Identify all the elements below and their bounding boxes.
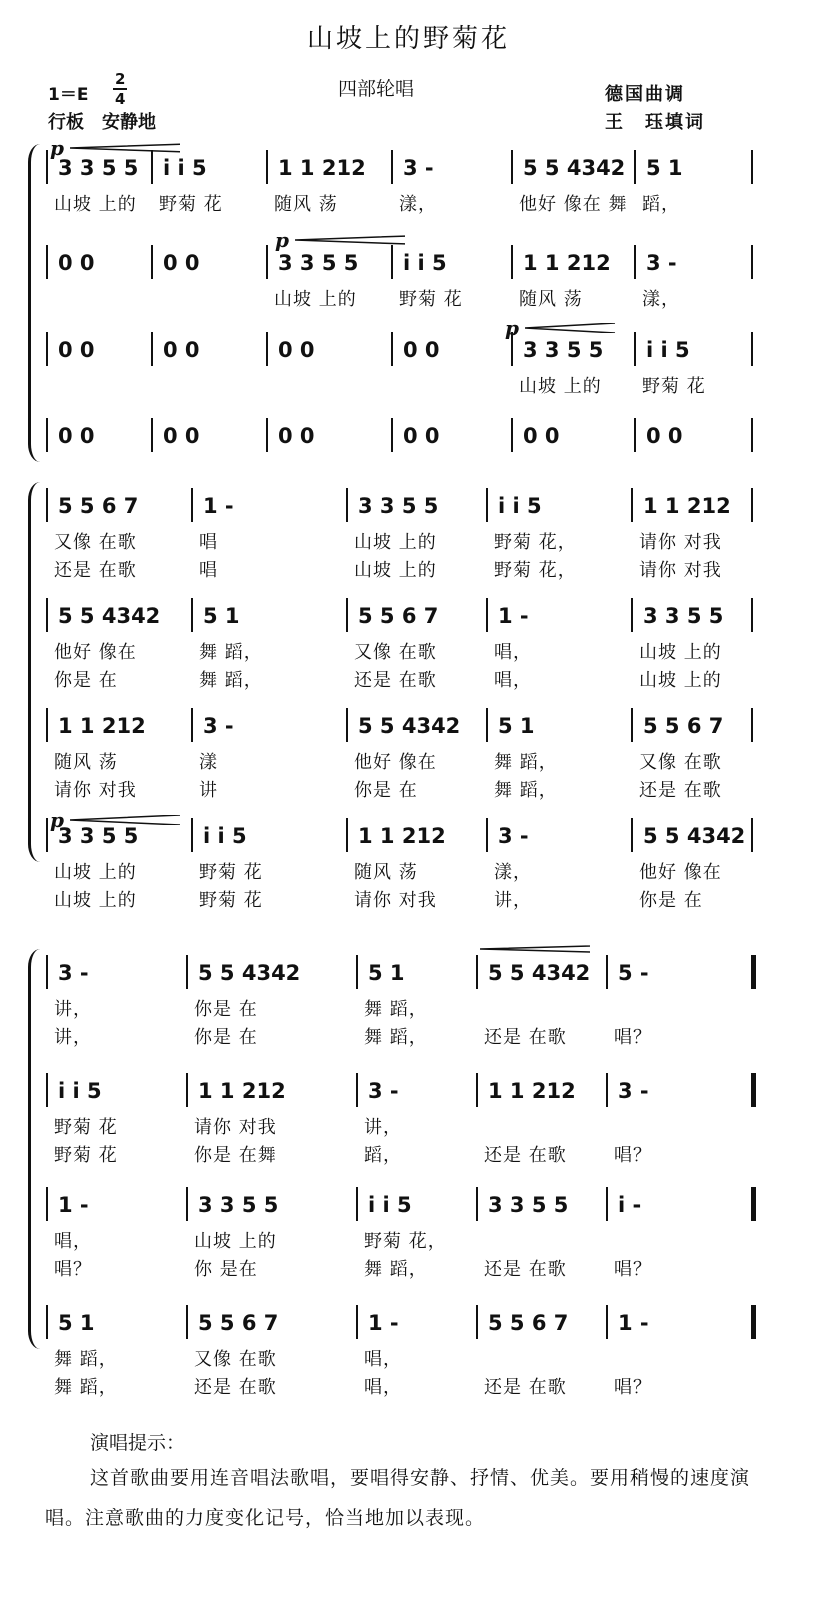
- measure-notes: 0 0: [523, 424, 560, 448]
- barline: [486, 488, 488, 522]
- barline: [266, 150, 268, 184]
- lyric-syllables: 他好 像在: [354, 752, 437, 773]
- measure-notes: 5 5 4342: [358, 714, 461, 738]
- lyric-syllables: 唱？: [54, 1259, 92, 1280]
- barline: [751, 418, 753, 452]
- notation-line: [46, 1073, 748, 1107]
- lyric-syllables: 漾，: [494, 862, 532, 883]
- system-bracket: [28, 144, 45, 462]
- barline: [751, 598, 753, 632]
- measure-notes: 1 1 212: [58, 714, 146, 738]
- measure-notes: 3 3 5 5: [488, 1193, 569, 1217]
- lyric-syllables: 野菊 花: [399, 289, 463, 310]
- lyric-line-1: [46, 858, 748, 883]
- barline: [631, 708, 633, 742]
- lyric-syllables: 野菊 花: [54, 1145, 118, 1166]
- crescendo-hairpin: [70, 815, 180, 825]
- measure-notes: i i 5: [646, 338, 690, 362]
- measure-notes: 5 1: [368, 961, 405, 985]
- lyric-syllables: 讲，: [364, 1117, 402, 1138]
- lyric-syllables: 舞 蹈，: [364, 1027, 428, 1048]
- lyric-syllables: 还是 在歌: [194, 1377, 277, 1398]
- dynamic-piano-mark: p: [50, 808, 64, 832]
- performance-tips-heading: 演唱提示：: [90, 1432, 186, 1454]
- lyric-syllables: 他好 像在 舞: [519, 194, 628, 215]
- notation-line: [46, 488, 748, 522]
- barline: [606, 1187, 608, 1221]
- lyric-syllables: 讲，: [54, 1027, 92, 1048]
- lyric-line-1: [46, 1345, 748, 1370]
- barline: [634, 418, 636, 452]
- barline: [634, 150, 636, 184]
- barline: [476, 1187, 478, 1221]
- final-barline: [751, 1187, 756, 1221]
- lyric-line-2: [46, 1255, 748, 1280]
- lyric-line-2: [46, 776, 748, 801]
- barline: [46, 598, 48, 632]
- crescendo-hairpin: [70, 143, 180, 153]
- time-signature-bottom: 4: [115, 90, 126, 108]
- barline: [391, 332, 393, 366]
- measure-notes: 3 -: [403, 156, 434, 180]
- barline: [751, 332, 753, 366]
- measure-notes: 5 5 6 7: [198, 1311, 279, 1335]
- measure-notes: 1 1 212: [278, 156, 366, 180]
- measure-notes: 1 1 212: [198, 1079, 286, 1103]
- lyric-syllables: 舞 蹈，: [54, 1377, 118, 1398]
- measure-notes: i i 5: [498, 494, 542, 518]
- lyric-line-1: [46, 285, 748, 310]
- measure-notes: 3 -: [368, 1079, 399, 1103]
- lyric-syllables: 随风 荡: [354, 862, 418, 883]
- barline: [511, 245, 513, 279]
- lyric-syllables: 你是 在: [639, 890, 703, 911]
- notation-line: [46, 245, 748, 279]
- lyric-line-1: [46, 748, 748, 773]
- lyric-syllables: 舞 蹈，: [199, 642, 263, 663]
- measure-notes: 5 5 4342: [198, 961, 301, 985]
- final-barline: [751, 955, 756, 989]
- lyric-line-2: [46, 666, 748, 691]
- barline: [46, 708, 48, 742]
- barline: [46, 955, 48, 989]
- barline: [46, 245, 48, 279]
- barline: [191, 708, 193, 742]
- crescendo-hairpin: [525, 323, 635, 333]
- measure-notes: 1 -: [618, 1311, 649, 1335]
- lyric-line-1: [46, 1113, 748, 1138]
- final-barline: [751, 1073, 756, 1107]
- barline: [46, 1073, 48, 1107]
- lyric-line-2: [46, 886, 748, 911]
- lyric-syllables: 漾: [199, 752, 218, 773]
- measure-notes: 5 5 4342: [643, 824, 746, 848]
- lyric-syllables: 舞 蹈，: [364, 999, 428, 1020]
- measure-notes: i i 5: [58, 1079, 102, 1103]
- lyric-line-2: [46, 1373, 748, 1398]
- lyric-syllables: 舞 蹈，: [199, 670, 263, 691]
- dynamic-piano-mark: p: [505, 316, 519, 340]
- lyric-syllables: 随风 荡: [519, 289, 583, 310]
- lyric-syllables: 唱？: [614, 1145, 652, 1166]
- lyric-syllables: 又像 在歌: [54, 532, 137, 553]
- barline: [46, 1187, 48, 1221]
- lyric-syllables: 还是 在歌: [54, 560, 137, 581]
- measure-notes: i i 5: [403, 251, 447, 275]
- measure-notes: 1 -: [498, 604, 529, 628]
- lyric-syllables: 又像 在歌: [354, 642, 437, 663]
- lyric-syllables: 你是 在舞: [194, 1145, 277, 1166]
- lyric-line-1: [46, 190, 748, 215]
- measure-notes: 5 1: [498, 714, 535, 738]
- barline: [634, 245, 636, 279]
- measure-notes: 5 5 4342: [488, 961, 591, 985]
- measure-notes: 5 1: [646, 156, 683, 180]
- lyric-syllables: 还是 在歌: [354, 670, 437, 691]
- measure-notes: 0 0: [163, 251, 200, 275]
- lyric-syllables: 山坡 上的: [639, 670, 722, 691]
- measure-notes: 0 0: [278, 338, 315, 362]
- barline: [186, 955, 188, 989]
- lyric-syllables: 你 是在: [194, 1259, 258, 1280]
- barline: [391, 150, 393, 184]
- lyric-syllables: 舞 蹈，: [494, 752, 558, 773]
- lyric-syllables: 唱，: [54, 1231, 92, 1252]
- lyric-syllables: 他好 像在: [54, 642, 137, 663]
- dynamic-piano-mark: p: [275, 228, 289, 252]
- barline: [356, 1305, 358, 1339]
- measure-notes: 3 3 5 5: [198, 1193, 279, 1217]
- lyric-syllables: 又像 在歌: [639, 752, 722, 773]
- lyric-syllables: 唱？: [614, 1259, 652, 1280]
- measure-notes: 3 3 5 5: [358, 494, 439, 518]
- lyric-syllables: 蹈，: [364, 1145, 402, 1166]
- barline: [391, 245, 393, 279]
- lyric-syllables: 山坡 上的: [639, 642, 722, 663]
- measure-notes: 5 5 6 7: [488, 1311, 569, 1335]
- barline: [356, 1187, 358, 1221]
- lyric-syllables: 山坡 上的: [274, 289, 357, 310]
- crescendo-hairpin: [295, 235, 405, 245]
- measure-notes: 5 1: [203, 604, 240, 628]
- notation-line: [46, 332, 748, 366]
- composer-credit: 德国曲调: [605, 84, 685, 105]
- barline: [266, 418, 268, 452]
- measure-notes: 3 3 5 5: [643, 604, 724, 628]
- barline: [191, 598, 193, 632]
- measure-notes: 0 0: [163, 424, 200, 448]
- barline: [511, 150, 513, 184]
- lyric-line-2: [46, 1141, 748, 1166]
- notation-line: [46, 598, 748, 632]
- barline: [186, 1187, 188, 1221]
- measure-notes: 5 5 4342: [58, 604, 161, 628]
- song-title: 山坡上的野菊花: [306, 24, 510, 54]
- notation-line: [46, 1305, 748, 1339]
- measure-notes: 3 3 5 5: [523, 338, 604, 362]
- performance-tips-text: 这首歌曲要用连音唱法歌唱，要唱得安静、抒情、优美。要用稍慢的速度演唱。注意歌曲的力度变化记号，恰当地加以表现。: [45, 1467, 751, 1529]
- lyric-syllables: 请你 对我: [639, 560, 722, 581]
- lyric-syllables: 山坡 上的: [54, 862, 137, 883]
- measure-notes: 5 5 6 7: [643, 714, 724, 738]
- lyric-syllables: 野菊 花: [199, 862, 263, 883]
- lyric-line-1: [46, 372, 748, 397]
- barline: [751, 245, 753, 279]
- measure-notes: 0 0: [403, 424, 440, 448]
- lyric-syllables: 唱: [199, 560, 218, 581]
- measure-notes: 3 3 5 5: [278, 251, 359, 275]
- lyric-syllables: 野菊 花，: [494, 532, 577, 553]
- barline: [186, 1073, 188, 1107]
- lyric-syllables: 野菊 花: [54, 1117, 118, 1138]
- lyric-syllables: 舞 蹈，: [494, 780, 558, 801]
- lyric-syllables: 唱，: [494, 670, 532, 691]
- lyric-syllables: 山坡 上的: [54, 194, 137, 215]
- lyric-syllables: 野菊 花: [199, 890, 263, 911]
- barline: [151, 150, 153, 184]
- measure-notes: 0 0: [58, 424, 95, 448]
- lyric-syllables: 请你 对我: [194, 1117, 277, 1138]
- barline: [191, 818, 193, 852]
- notation-line: [46, 418, 748, 452]
- lyric-syllables: 还是 在歌: [484, 1145, 567, 1166]
- barline: [631, 488, 633, 522]
- measure-notes: 3 -: [498, 824, 529, 848]
- barline: [391, 418, 393, 452]
- measure-notes: i -: [618, 1193, 642, 1217]
- measure-notes: 5 -: [618, 961, 649, 985]
- measure-notes: 0 0: [278, 424, 315, 448]
- lyric-syllables: 讲，: [494, 890, 532, 911]
- lyric-syllables: 讲，: [54, 999, 92, 1020]
- measure-notes: 0 0: [58, 338, 95, 362]
- measure-notes: 1 1 212: [358, 824, 446, 848]
- measure-notes: 1 -: [58, 1193, 89, 1217]
- lyric-syllables: 你是 在: [54, 670, 118, 691]
- lyric-syllables: 漾，: [399, 194, 437, 215]
- measure-notes: 3 -: [618, 1079, 649, 1103]
- barline: [346, 488, 348, 522]
- barline: [191, 488, 193, 522]
- barline: [266, 245, 268, 279]
- crescendo-hairpin: [480, 944, 590, 954]
- barline: [476, 1305, 478, 1339]
- notation-line: [46, 955, 748, 989]
- lyric-syllables: 舞 蹈，: [364, 1259, 428, 1280]
- barline: [606, 1073, 608, 1107]
- lyric-line-1: [46, 638, 748, 663]
- barline: [346, 598, 348, 632]
- form-label: 四部轮唱: [338, 78, 415, 100]
- measure-notes: 1 -: [368, 1311, 399, 1335]
- barline: [751, 708, 753, 742]
- time-signature-top: 2: [115, 70, 126, 88]
- barline: [356, 1073, 358, 1107]
- lyric-line-1: [46, 1227, 748, 1252]
- measure-notes: 5 5 6 7: [58, 494, 139, 518]
- lyric-syllables: 野菊 花，: [494, 560, 577, 581]
- measure-notes: 3 -: [646, 251, 677, 275]
- lyric-syllables: 唱，: [364, 1349, 402, 1370]
- lyric-syllables: 唱？: [614, 1027, 652, 1048]
- measure-notes: 3 -: [203, 714, 234, 738]
- barline: [266, 332, 268, 366]
- lyric-syllables: 山坡 上的: [519, 376, 602, 397]
- measure-notes: 1 1 212: [488, 1079, 576, 1103]
- dynamic-piano-mark: p: [50, 136, 64, 160]
- lyric-syllables: 舞 蹈，: [54, 1349, 118, 1370]
- barline: [606, 1305, 608, 1339]
- barline: [751, 488, 753, 522]
- measure-notes: i i 5: [203, 824, 247, 848]
- lyric-line-2: [46, 556, 748, 581]
- barline: [46, 818, 48, 852]
- measure-notes: 5 5 4342: [523, 156, 626, 180]
- lyric-syllables: 你是 在: [354, 780, 418, 801]
- measure-notes: 3 -: [58, 961, 89, 985]
- lyric-syllables: 讲: [199, 780, 218, 801]
- measure-notes: 3 3 5 5: [58, 824, 139, 848]
- lyric-syllables: 他好 像在: [639, 862, 722, 883]
- barline: [151, 332, 153, 366]
- barline: [486, 598, 488, 632]
- lyric-syllables: 还是 在歌: [639, 780, 722, 801]
- lyric-syllables: 漾，: [642, 289, 680, 310]
- lyric-syllables: 蹈，: [642, 194, 680, 215]
- measure-notes: 3 3 5 5: [58, 156, 139, 180]
- lyric-syllables: 山坡 上的: [54, 890, 137, 911]
- barline: [606, 955, 608, 989]
- measure-notes: 5 5 6 7: [358, 604, 439, 628]
- lyric-syllables: 随风 荡: [54, 752, 118, 773]
- lyric-syllables: 还是 在歌: [484, 1027, 567, 1048]
- system-bracket: [28, 949, 45, 1349]
- lyricist-credit: 王 珏填词: [605, 112, 705, 133]
- measure-notes: 0 0: [403, 338, 440, 362]
- measure-notes: 5 1: [58, 1311, 95, 1335]
- barline: [46, 332, 48, 366]
- lyric-syllables: 野菊 花: [159, 194, 223, 215]
- measure-notes: 1 1 212: [643, 494, 731, 518]
- lyric-syllables: 你是 在: [194, 1027, 258, 1048]
- barline: [46, 488, 48, 522]
- barline: [476, 1073, 478, 1107]
- lyric-syllables: 你是 在: [194, 999, 258, 1020]
- lyric-syllables: 请你 对我: [54, 780, 137, 801]
- barline: [631, 818, 633, 852]
- lyric-syllables: 又像 在歌: [194, 1349, 277, 1370]
- barline: [751, 818, 753, 852]
- lyric-syllables: 唱，: [364, 1377, 402, 1398]
- lyric-syllables: 山坡 上的: [354, 532, 437, 553]
- barline: [46, 1305, 48, 1339]
- measure-notes: 0 0: [646, 424, 683, 448]
- barline: [511, 418, 513, 452]
- lyric-syllables: 还是 在歌: [484, 1377, 567, 1398]
- measure-notes: 0 0: [58, 251, 95, 275]
- lyric-syllables: 野菊 花: [642, 376, 706, 397]
- lyric-line-2: [46, 1023, 748, 1048]
- barline: [151, 245, 153, 279]
- final-barline: [751, 1305, 756, 1339]
- notation-line: [46, 1187, 748, 1221]
- system-bracket: [28, 482, 45, 862]
- notation-line: [46, 708, 748, 742]
- barline: [151, 418, 153, 452]
- lyric-syllables: 野菊 花，: [364, 1231, 447, 1252]
- measure-notes: i i 5: [368, 1193, 412, 1217]
- lyric-syllables: 唱: [199, 532, 218, 553]
- barline: [634, 332, 636, 366]
- lyric-syllables: 请你 对我: [639, 532, 722, 553]
- lyric-line-1: [46, 528, 748, 553]
- measure-notes: 1 -: [203, 494, 234, 518]
- lyric-syllables: 山坡 上的: [194, 1231, 277, 1252]
- barline: [751, 150, 753, 184]
- barline: [476, 955, 478, 989]
- barline: [356, 955, 358, 989]
- barline: [46, 418, 48, 452]
- lyric-syllables: 随风 荡: [274, 194, 338, 215]
- lyric-syllables: 还是 在歌: [484, 1259, 567, 1280]
- measure-notes: i i 5: [163, 156, 207, 180]
- notation-line: [46, 150, 748, 184]
- lyric-syllables: 山坡 上的: [354, 560, 437, 581]
- barline: [46, 150, 48, 184]
- barline: [486, 818, 488, 852]
- barline: [186, 1305, 188, 1339]
- lyric-syllables: 请你 对我: [354, 890, 437, 911]
- barline: [346, 818, 348, 852]
- lyric-syllables: 唱，: [494, 642, 532, 663]
- lyric-line-1: [46, 995, 748, 1020]
- tempo-marking: 行板 安静地: [48, 112, 156, 133]
- measure-notes: 0 0: [163, 338, 200, 362]
- barline: [346, 708, 348, 742]
- barline: [486, 708, 488, 742]
- lyric-syllables: 唱？: [614, 1377, 652, 1398]
- measure-notes: 1 1 212: [523, 251, 611, 275]
- key-signature: 1＝E: [48, 85, 89, 105]
- barline: [631, 598, 633, 632]
